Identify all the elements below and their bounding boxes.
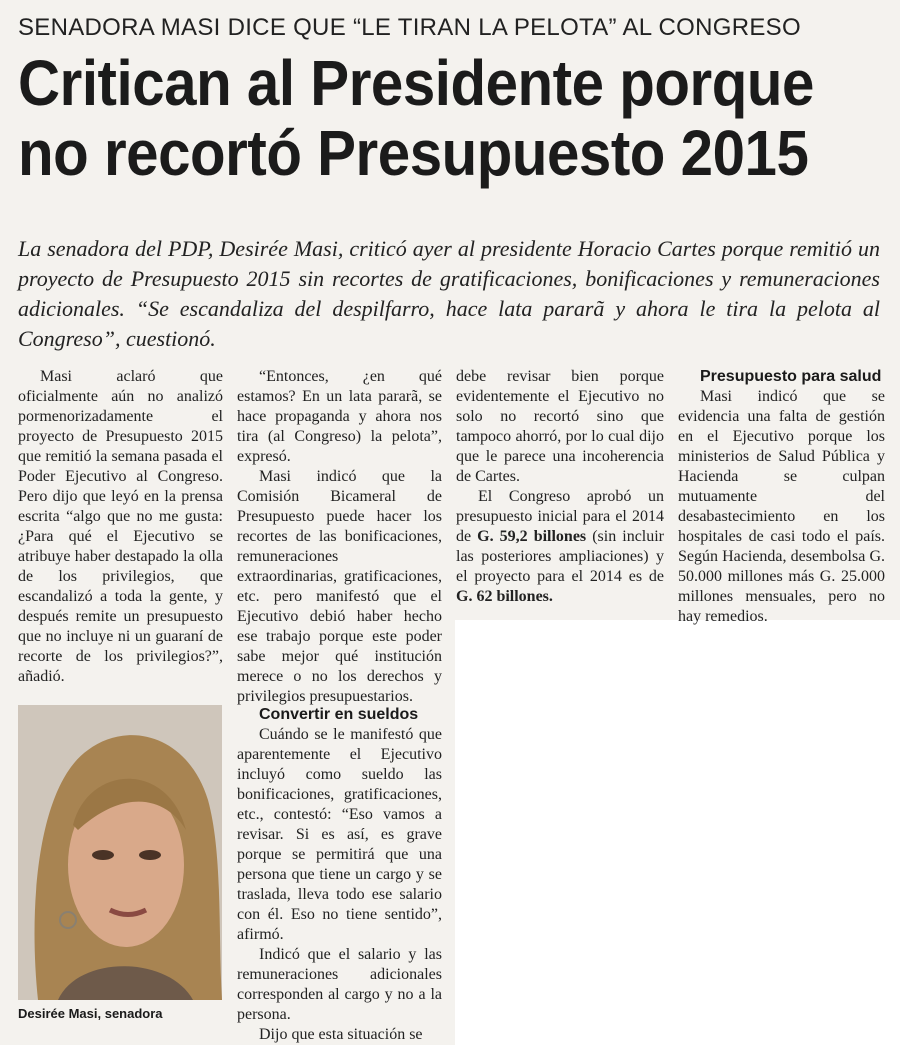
column-3 (456, 367, 664, 607)
paragraph: Dijo que esta situación se (259, 1026, 423, 1043)
amount-2014: G. 59,2 billones (477, 528, 587, 545)
subheading-convertir: Convertir en sueldos (259, 706, 419, 723)
paragraph: “Entonces, ¿en qué estamos? En un lata pararã, se hace propaganda y ahora nos tira (al Congreso) la pelota”, expresó. (237, 368, 442, 465)
photo-caption: Desirée Masi, senadora (18, 1006, 163, 1021)
paragraph (456, 487, 664, 607)
kicker: SENADORA MASI DICE QUE “LE TIRAN LA PELOTA” AL CONGRESO (18, 14, 801, 41)
column-1 (18, 367, 223, 687)
subheading-salud: Presupuesto para salud (700, 368, 882, 385)
headline-line-1: Critican al Presidente porque (18, 47, 814, 119)
portrait-photo (18, 705, 222, 1000)
column-2 (237, 367, 442, 707)
portrait-image (18, 705, 222, 1000)
text-run: El Congreso aprobó un presupuesto inicial para el 2014 de (456, 488, 664, 545)
amount-project: G. 62 billones. (456, 588, 553, 605)
paragraph: debe revisar bien porque evidentemente el Ejecutivo no solo no recortó sino que tampoco ahorró, por lo cual dijo que le parece una incoherencia de Cartes. (456, 368, 664, 485)
paragraph: Cuándo se le manifestó que aparentemente el Ejecutivo incluyó como sueldo las bonificaciones, gratificaciones, etc., contestó: “Eso vamos a revisar. Si es así, es grave porque se permitirá que una persona que tiene un cargo y se traslada, lleva todo ese salario con él. Eso no tiene sentido”, afirmó. (237, 726, 442, 943)
headline (18, 47, 814, 189)
column-2-lower (237, 705, 442, 1045)
paragraph: Masi aclaró que oficialmente aún no analizó pormenorizadamente el proyecto de Presupuesto 2015 que remitió la semana pasada el Poder Ejecutivo al Congreso. Pero dijo que leyó en la prensa escrita “algo que no me gusta: ¿Para qué el Ejecutivo se atribuye haber destapado la olla de los privilegios, que escandalizó a toda la gente, y después remite un presupuesto que no incluye ni un guaraní de recorte de los privilegios?”, añadió. (18, 368, 223, 685)
paragraph: Masi indicó que la Comisión Bicameral de Presupuesto puede hacer los recortes de las bonificaciones, remuneraciones extraordinarias, gratificaciones, etc. pero manifestó que el Ejecutivo debió haber hecho ese trabajo porque este poder sabe mejor qué institución merece o no los derechos y privilegios presupuestarios. (237, 468, 442, 705)
text-run: (sin incluir las posteriores ampliaciones) y el proyecto para el 2014 es de (456, 528, 665, 585)
lead-paragraph: La senadora del PDP, Desirée Masi, criticó ayer al presidente Horacio Cartes porque remitió un proyecto de Presupuesto 2015 sin recortes de gratificaciones, bonificaciones y remuneraciones adicionales. “Se escandaliza del despilfarro, hace lata pararã y ahora le tira la pelota al Congreso”, cuestionó. (18, 236, 880, 351)
column-4 (678, 367, 885, 627)
headline-line-2: no recortó Presupuesto 2015 (18, 117, 809, 189)
paragraph: Masi indicó que se evidencia una falta de gestión en el Ejecutivo porque los ministerios de Salud Pública y Hacienda se culpan mutuamente del desabastecimiento en los hospitales de casi todo el país. Según Hacienda, desembolsa G. 50.000 millones más G. 25.000 millones mensuales, pero no hay remedios. (678, 388, 885, 625)
paragraph: Indicó que el salario y las remuneraciones adicionales corresponden al cargo y no a la persona. (237, 946, 442, 1023)
